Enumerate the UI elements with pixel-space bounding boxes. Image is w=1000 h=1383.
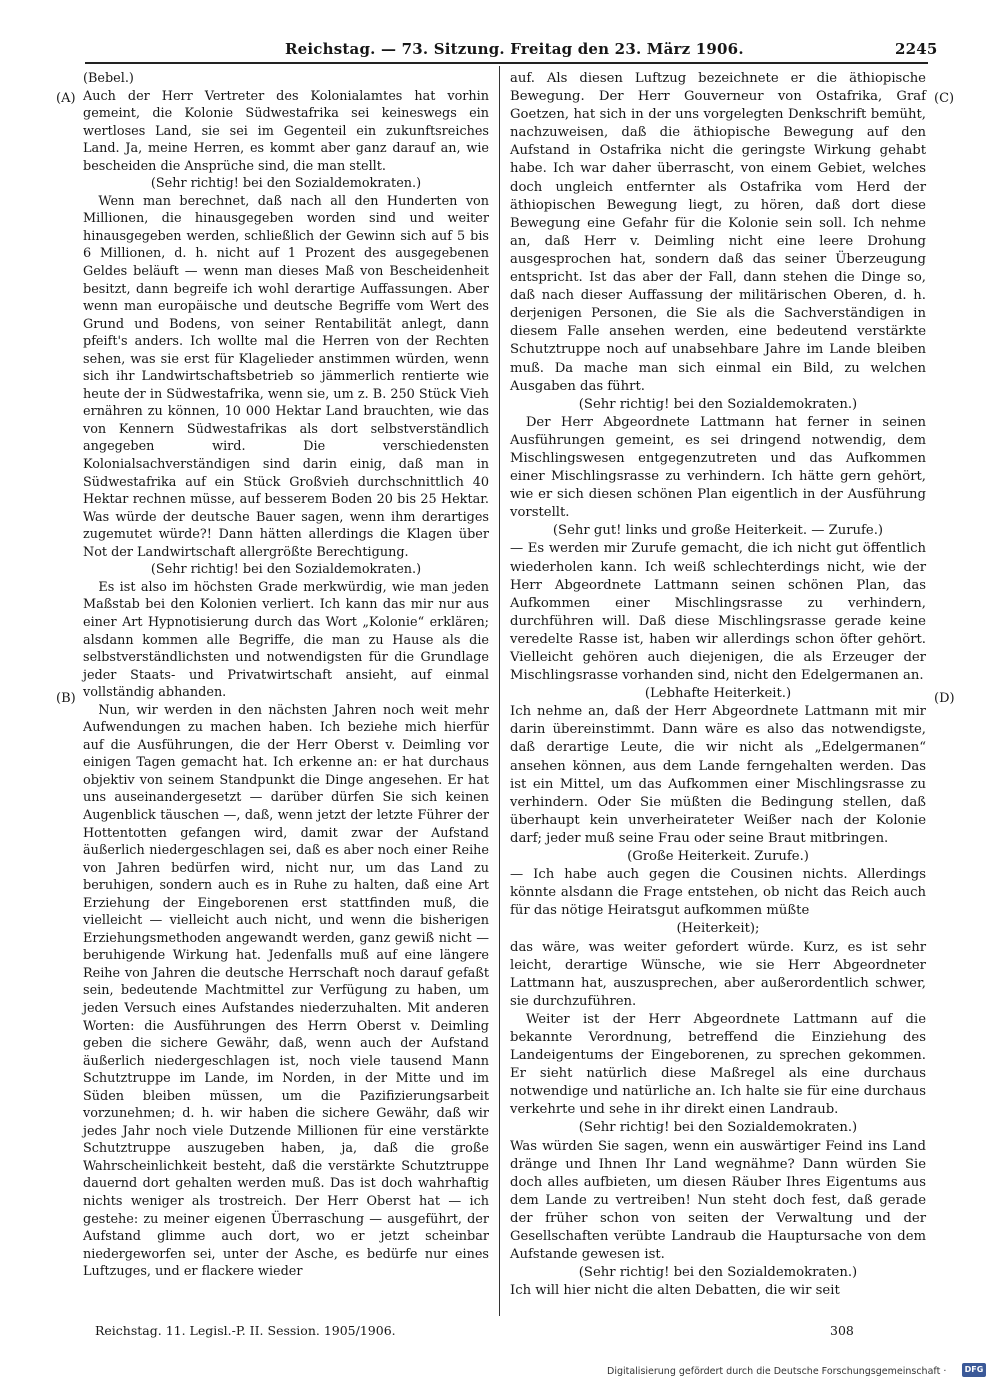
- paragraph: — Es werden mir Zurufe gemacht, die ich nicht gut öffentlich wiederholen kann. Ich weiß schlechterdings nicht, wie der Herr Abgeordnete Lattmann seinen schönen Plan, das Aufkommen einer Mischlingsrasse zu verhindern, durchführen will. Daß diese Mischlingsrasse gerade keine veredelte Rasse ist, haben wir allerdings schon öfter gehört. Vielleicht gehören auch diejenigen, die als Erzeuger der Mischlingsrasse vorhanden sind, nicht den Edelgermanen an.: [510, 541, 926, 684]
- right-column: [510, 70, 926, 1300]
- interjection: (Große Heiterkeit. Zurufe.): [627, 849, 809, 865]
- interjection: (Sehr richtig! bei den Sozialdemokraten.): [578, 1120, 858, 1136]
- paragraph: Weiter ist der Herr Abgeordnete Lattmann auf die bekannte Verordnung, betreffend die Einziehung des Landeigentums der Eingeborenen, zu sprechen gekommen. Er sieht natürlich diese Maßregel als eine durchaus notwendige und natürliche an. Ich halte sie für eine durchaus verkehrte und sehe in ihr direkt einen Landraub.: [510, 1011, 926, 1118]
- digitization-credit: Digitalisierung gefördert durch die Deutsche Forschungsgemeinschaft ·: [607, 1366, 947, 1377]
- paragraph: Auch der Herr Vertreter des Kolonialamtes hat vorhin gemeint, die Kolonie Südwestafrika sei keineswegs ein wertloses Land, sie sei im Gegenteil ein zukunftsreiches Land. Ja, meine Herren, es kommt aber ganz darauf an, wie bescheiden die Ansprüche sind, die man stellt.: [83, 88, 489, 174]
- header-rule: [85, 62, 928, 64]
- margin-mark-b: (B): [56, 691, 76, 706]
- column-divider: [499, 66, 500, 1316]
- margin-mark-c: (C): [934, 91, 955, 106]
- page-number: 2245: [895, 40, 938, 58]
- paragraph: Wenn man berechnet, daß nach all den Hunderten von Millionen, die hinausgegeben worden sind und weiter hinausgegeben werden, schließlich der Gewinn sich auf 5 bis 6 Millionen, d. h. nicht auf 1 Prozent des ausgegebenen Geldes beläuft — wenn man dieses Maß von Bescheidenheit besitzt, dann begreife ich wohl derartige Auffassungen. Aber wenn man europäische und deutsche Begriffe vom Wert des Grund und Bodens, von seiner Rentabilität anlegt, dann pfeift's anders. Ich wollte mal die Herren von der Rechten sehen, was sie erst für Klagelieder anstimmen würden, wenn sich ihr Landwirtschaftsbetrieb so jämmerlich rentierte wie heute der in Südwestafrika, wenn sie, um z. B. 250 Stück Vieh ernähren zu können, 10 000 Hektar Land brauchten, wie das von Kennern Südwestafrikas als dort selbstverständlich angegeben wird. Die verschiedensten Kolonialsachverständigen sind darin einig, daß man in Südwestafrika auf ein Stück Großvieh durchschnittlich 40 Hektar rechnen müsse, auf besserem Boden 20 bis 25 Hektar. Was würde der deutsche Bauer sagen, wenn ihm derartiges zugemutet würde?! Dann hätten allerdings die Klagen über Not der Landwirtschaft allergrößte Berechtigung.: [83, 193, 489, 560]
- paragraph: Nun, wir werden in den nächsten Jahren noch weit mehr Aufwendungen zu machen haben. Ich beziehe mich hierfür auf die Ausführungen, die der Herr Oberst v. Deimling vor einigen Tagen gemacht hat. Ich erkenne an: er hat durchaus objektiv von seinem Standpunkt die Dinge angesehen. Er hat uns auseinandergesetzt — darüber dürfen Sie sich keinen Augenblick täuschen —, daß, wenn jetzt der letzte Führer der Hottentotten gefangen wird, damit zwar der Aufstand äußerlich niedergeschlagen sei, daß es aber noch einer Reihe von Jahren bedürfen wird, nicht nur, um das Land zu beruhigen, sondern auch es in Ruhe zu halten, daß eine Art Erziehung der Eingeborenen erst stattfinden muß, die vielleicht — vielleicht auch nicht, und wenn die bisherigen Erziehungsmethoden angewandt werden, ganz gewiß nicht — beruhigende Wirkung hat. Jedenfalls muß auf eine längere Reihe von Jahren die deutsche Herrschaft noch darauf gefaßt sein, bedeutende Machtmittel zur Verfügung zu haben, um jeden Versuch eines Aufstandes niederzuhalten. Mit anderen Worten: die Ausführungen des Herrn Oberst v. Deimling geben die sichere Gewähr, daß, wenn auch der Aufstand äußerlich niedergeschlagen ist, noch viele tausend Mann Schutztruppe im Lande, im Norden, in der Mitte und im Süden bleiben müssen, um die Pazifizierungsarbeit vorzunehmen; d. h. wir haben die sichere Gewähr, daß wir jedes Jahr noch viele Dutzende Millionen für eine verstärkte Schutztruppe auszugeben haben, ja, daß die große Wahrscheinlichkeit besteht, daß die verstärkte Schutztruppe dauernd dort gehalten werden muß. Das ist doch wahrhaftig nichts weniger als trostreich. Der Herr Oberst hat — ich gestehe: zu meiner eigenen Überraschung — ausgeführt, der Aufstand glimme auch dort, wo er jetzt scheinbar niedergeworfen sei, unter der Asche, es bedürfe nur eines Luftzuges, und er flackere wieder: [83, 702, 489, 1280]
- paragraph: das wäre, was weiter gefordert würde. Kurz, es ist sehr leicht, derartige Wünsche, wie sie Herr Abgeordneter Lattmann hat, auszusprechen, aber außerordentlich schwer, sie durchzuführen.: [510, 939, 926, 1009]
- paragraph: (Bebel.): [83, 71, 134, 86]
- paragraph: — Ich habe auch gegen die Cousinen nichts. Allerdings könnte alsdann die Frage entstehen, ob nicht das Reich auch für das nötige Heiratsgut aufkommen müßte: [510, 867, 926, 919]
- paragraph: Der Herr Abgeordnete Lattmann hat ferner in seinen Ausführungen gemeint, es sei dringend notwendig, dem Mischlingswesen entgegenzutreten und das Aufkommen einer Mischlingsrasse zu verhindern. Ich hätte gern gehört, wie er sich diesen schönen Plan eigentlich in der Ausführung vorstellt.: [510, 414, 926, 521]
- interjection: (Lebhafte Heiterkeit.): [644, 686, 792, 702]
- paragraph: Ich nehme an, daß der Herr Abgeordnete Lattmann mit mir darin übereinstimmt. Dann wäre es also das notwendigste, daß derartige Leute, die wir nicht als „Edelgermanen“ ansehen können, aus dem Lande ferngehalten werden. Das ist ein Mittel, um das Aufkommen einer Mischlingsrasse zu verhindern. Oder Sie müßten die Bedingung stellen, daß überhaupt kein unverheirateter Weißer nach der Kolonie darf; jeder muß seine Frau oder seine Braut mitbringen.: [510, 704, 926, 846]
- interjection: (Sehr richtig! bei den Sozialdemokraten.): [578, 396, 858, 412]
- interjection: (Heiterkeit);: [676, 921, 760, 937]
- left-column: [83, 70, 489, 1281]
- margin-mark-d: (D): [934, 691, 955, 706]
- running-header-title: Reichstag. — 73. Sitzung. Freitag den 23. März 1906.: [285, 40, 744, 58]
- interjection: (Sehr richtig! bei den Sozialdemokraten.): [578, 1265, 858, 1281]
- paragraph: Was würden Sie sagen, wenn ein auswärtiger Feind ins Land dränge und Ihnen Ihr Land wegnähme? Dann würden Sie doch alles aufbieten, um diesen Räuber Ihres Eigentums aus dem Lande zu vertreiben! Nun steht doch fest, daß gerade der früher schon von seiten der Verwaltung und der Gesellschaften verübte Landraub die Hauptursache von dem Aufstande gewesen ist.: [510, 1138, 926, 1263]
- paragraph: Ich will hier nicht die alten Debatten, die wir seit: [510, 1283, 840, 1299]
- footer-session-info: Reichstag. 11. Legisl.-P. II. Session. 1905/1906.: [95, 1323, 396, 1338]
- footer-sheet-number: 308: [830, 1323, 854, 1338]
- interjection: (Sehr gut! links und große Heiterkeit. — Zurufe.): [552, 523, 884, 539]
- paragraph: Es ist also im höchsten Grade merkwürdig, wie man jeden Maßstab bei den Kolonien verliert. Ich kann das mir nur aus einer Art Hypnotisierung durch das Wort „Kolonie“ erklären; alsdann kommen alle Begriffe, die man zu Hause als die selbstverständlichsten und notwendigsten für die Grundlage jeder Staats- und Privatwirtschaft ansieht, auf einmal vollständig abhanden.: [83, 579, 489, 701]
- margin-mark-a: (A): [56, 91, 76, 106]
- paragraph: auf. Als diesen Luftzug bezeichnete er die äthiopische Bewegung. Der Herr Gouverneur von Ostafrika, Graf Goetzen, hat sich in der uns vorgelegten Denkschrift bemüht, nachzuweisen, daß die äthiopische Bewegung auf den Aufstand in Ostafrika nicht die geringste Wirkung gehabt habe. Ich war daher überrascht, von einem Gebiet, welches doch ungleich entfernter als Ostafrika vom Herd der äthiopischen Bewegung liegt, zu hören, daß dort diese Bewegung eine Gefahr für die Kolonie sein soll. Ich nehme an, daß Herr v. Deimling nicht eine leere Drohung ausgesprochen hat, sondern daß das seiner Überzeugung entspricht. Ist das aber der Fall, dann stehen die Dinge so, daß nach dieser Auffassung der militärischen Oberen, d. h. derjenigen Personen, die Sie als die Sachverständigen in diesem Falle ansehen werden, eine bedeutend verstärkte Schutztruppe noch auf unabsehbare Jahre im Lande bleiben muß. Da mache man sich einmal ein Bild, zu welchen Ausgaben das führt.: [510, 71, 926, 394]
- dfg-logo-icon: DFG: [962, 1363, 986, 1377]
- interjection: (Sehr richtig! bei den Sozialdemokraten.): [150, 562, 422, 578]
- interjection: (Sehr richtig! bei den Sozialdemokraten.): [150, 176, 422, 192]
